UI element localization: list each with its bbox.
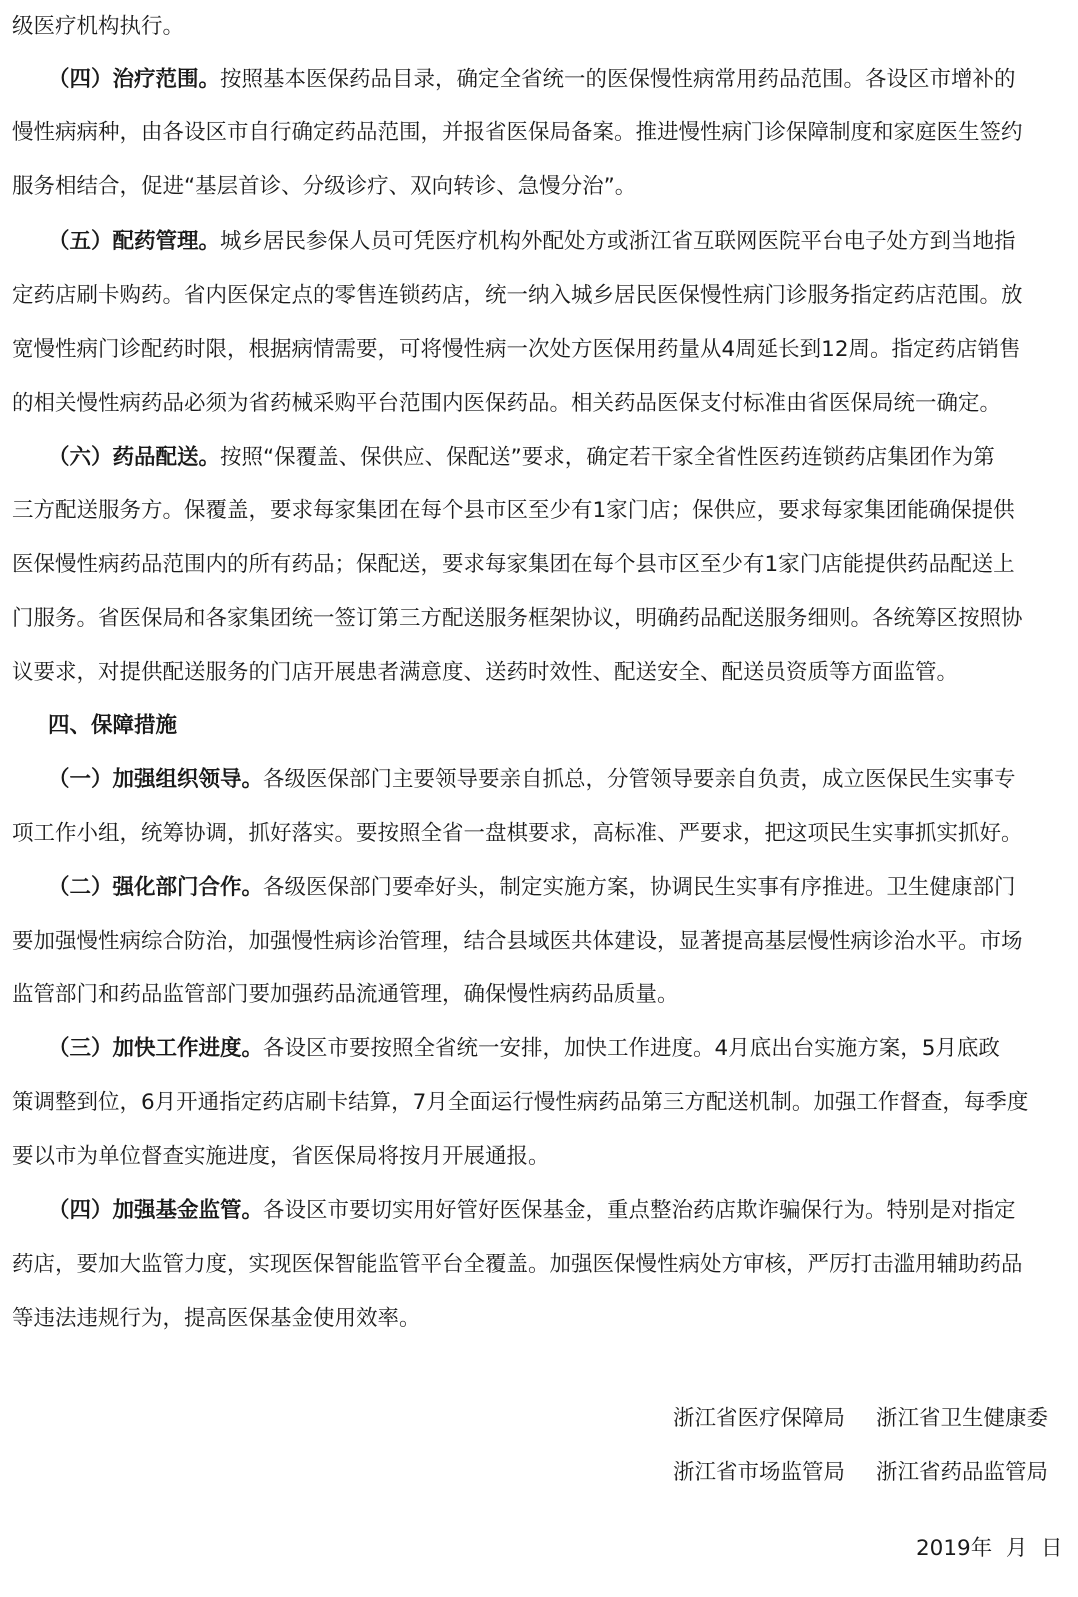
measure-work-progress: [48, 1034, 1064, 1064]
section-heading: （六）药品配送。: [48, 445, 221, 470]
signatory-health-commission: 浙江省卫生健康委: [876, 1406, 1049, 1431]
paragraph-line: 服务相结合，促进“基层首诊、分级诊疗、双向转诊、急慢分治”。: [12, 174, 637, 199]
section-heading: （二）强化部门合作。: [48, 875, 264, 900]
signatory-market-supervision-bureau: 浙江省市场监管局: [673, 1460, 846, 1485]
paragraph-line: 药店，要加大监管力度，实现医保智能监管平台全覆盖。加强医保慢性病处方审核，严厉打击滥用辅助药品: [12, 1252, 1023, 1277]
paragraph-line: 等违法违规行为，提高医保基金使用效率。: [12, 1306, 421, 1331]
paragraph-text: 各级医保部门要牵好头，制定实施方案，协调民生实事有序推进。卫生健康部门: [263, 875, 1016, 900]
section-drug-delivery: [48, 443, 1064, 473]
measure-department-cooperation: [48, 873, 1064, 903]
paragraph-line: 议要求，对提供配送服务的门店开展患者满意度、送药时效性、配送安全、配送员资质等方面监管。: [12, 660, 959, 685]
paragraph-line: 门服务。省医保局和各家集团统一签订第三方配送服务框架协议，明确药品配送服务细则。各统筹区按照协: [12, 606, 1023, 631]
section-heading: （四）加强基金监管。: [48, 1198, 264, 1223]
paragraph-line: 的相关慢性病药品必须为省药械采购平台范围内医保药品。相关药品医保支付标准由省医保局统一确定。: [12, 391, 1002, 416]
paragraph-line: 慢性病病种，由各设区市自行确定药品范围，并报省医保局备案。推进慢性病门诊保障制度和家庭医生签约: [12, 120, 1023, 145]
measure-fund-supervision: [48, 1196, 1064, 1226]
intro-tail-line: 级医疗机构执行。: [12, 14, 185, 39]
section-heading: （一）加强组织领导。: [48, 767, 264, 792]
paragraph-line: 医保慢性病药品范围内的所有药品；保配送，要求每家集团在每个县市区至少有1家门店能提供药品配送上: [12, 552, 1015, 577]
paragraph-line: 项工作小组，统筹协调，抓好落实。要按照全省一盘棋要求，高标准、严要求，把这项民生实事抓实抓好。: [12, 821, 1023, 846]
section-heading: （三）加快工作进度。: [48, 1036, 264, 1061]
paragraph-line: 策调整到位，6月开通指定药店刷卡结算，7月全面运行慢性病药品第三方配送机制。加强工作督查，每季度: [12, 1090, 1029, 1115]
paragraph-text: 各设区市要按照全省统一安排，加快工作进度。4月底出台实施方案，5月底政: [263, 1036, 1000, 1061]
part-heading-safeguards: 四、保障措施: [48, 713, 178, 738]
measure-organization-leadership: [48, 765, 1064, 795]
section-heading: （五）配药管理。: [48, 229, 221, 254]
paragraph-text: 按照基本医保药品目录，确定全省统一的医保慢性病常用药品范围。各设区市增补的: [220, 67, 1016, 92]
signatory-healthcare-security-bureau: 浙江省医疗保障局: [673, 1406, 846, 1431]
section-dispensing-management: [48, 227, 1064, 257]
paragraph-text: 按照“保覆盖、保供应、保配送”要求，确定若干家全省性医药连锁药店集团作为第: [220, 445, 995, 470]
paragraph-line: 定药店刷卡购药。省内医保定点的零售连锁药店，统一纳入城乡居民医保慢性病门诊服务指定药店范围。放: [12, 283, 1023, 308]
paragraph-line: 宽慢性病门诊配药时限，根据病情需要，可将慢性病一次处方医保用药量从4周延长到12周。指定药店销售: [12, 337, 1021, 362]
paragraph-line: 监管部门和药品监管部门要加强药品流通管理，确保慢性病药品质量。: [12, 982, 679, 1007]
section-treatment-scope: [48, 65, 1064, 95]
paragraph-line: 要以市为单位督查实施进度，省医保局将按月开展通报。: [12, 1144, 550, 1169]
document-date: 2019年 月 日: [916, 1536, 1063, 1561]
signatory-drug-administration: 浙江省药品监管局: [876, 1460, 1049, 1485]
section-heading: （四）治疗范围。: [48, 67, 221, 92]
paragraph-line: 要加强慢性病综合防治，加强慢性病诊治管理，结合县域医共体建设，显著提高基层慢性病诊治水平。市场: [12, 929, 1023, 954]
paragraph-text: 各设区市要切实用好管好医保基金，重点整治药店欺诈骗保行为。特别是对指定: [263, 1198, 1016, 1223]
paragraph-line: 三方配送服务方。保覆盖，要求每家集团在每个县市区至少有1家门店；保供应，要求每家集团能确保提供: [12, 498, 1015, 523]
paragraph-text: 城乡居民参保人员可凭医疗机构外配处方或浙江省互联网医院平台电子处方到当地指: [220, 229, 1016, 254]
paragraph-text: 各级医保部门主要领导要亲自抓总，分管领导要亲自负责，成立医保民生实事专: [263, 767, 1016, 792]
